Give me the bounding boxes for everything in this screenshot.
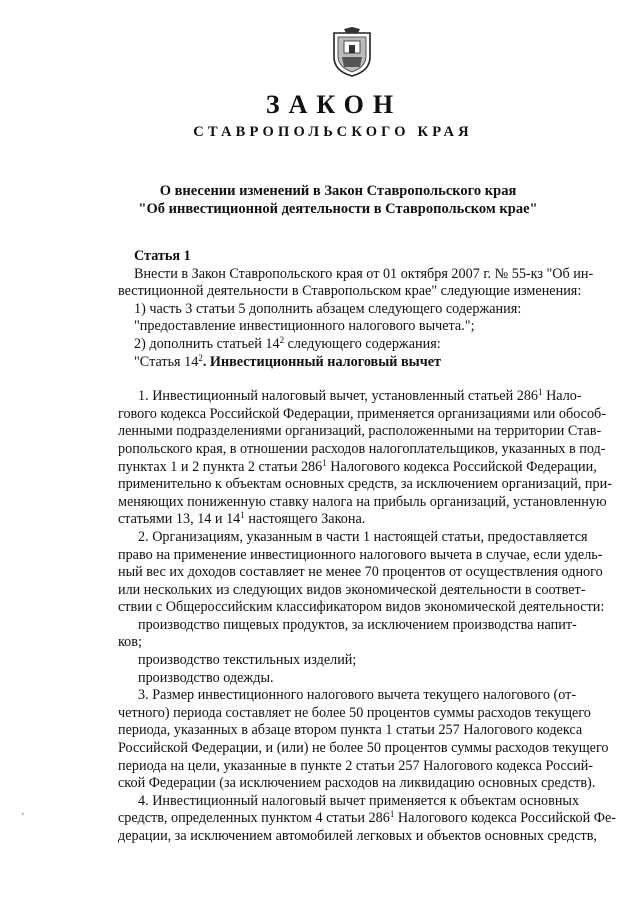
- section-2-line: производство одежды.: [138, 669, 274, 686]
- section-3-line: периода, указанных в абзаце втором пункта 1 статьи 257 Налогового кодекса: [118, 722, 583, 739]
- title-line-1: О внесении изменений в Закон Ставропольского края: [159, 183, 517, 199]
- article-line: "Статья $14^2$. Инвестиционный налоговый вычет: [134, 352, 442, 370]
- document-body: [118, 248, 616, 846]
- section-1-line: 1. Инвестиционный налоговый вычет, установленный статьей $286^1$ Нало-: [138, 387, 582, 405]
- region-subtitle: СТАВРОПОЛЬСКОГО КРАЯ: [193, 124, 473, 140]
- document-title: [0, 182, 640, 218]
- section-2-line: или нескольких из следующих видов экономической деятельности в соответ-: [118, 581, 586, 598]
- section-3-line: ской Федерации (за исключением расходов на ликвидацию основных средств).: [118, 775, 596, 792]
- section-1-line: гового кодекса Российской Федерации, применяется организациями или обособ-: [118, 405, 606, 422]
- law-title: ЗАКОН: [265, 90, 403, 119]
- section-2-line: ный вес их доходов составляет не менее 70 процентов от осуществления одного: [118, 564, 603, 581]
- section-4-line: средств, определенных пунктом 4 статьи $286^1$ Налогового кодекса Российской Фе-: [118, 809, 616, 827]
- section-1-line: статьями 13, 14 и $14^1$ настоящего Закона.: [118, 510, 366, 528]
- section-2-line: 2. Организациям, указанным в части 1 настоящей статьи, предоставляется: [138, 528, 588, 545]
- article-line: вестиционной деятельности в Ставропольском крае" следующие изменения:: [118, 283, 582, 300]
- article-line: "предоставление инвестиционного налогового вычета.";: [134, 318, 475, 335]
- section-3-line: четного) периода составляет не более 50 процентов суммы расходов текущего: [118, 704, 591, 721]
- article-line: 2) дополнить статьей $14^2$ следующего содержания:: [134, 334, 441, 352]
- article-heading: Статья 1: [134, 248, 191, 264]
- section-3-line: 3. Размер инвестиционного налогового вычета текущего налогового (от-: [138, 687, 577, 704]
- section-3-line: периода на цели, указанные в пункте 2 статьи 257 Налогового кодекса Россий-: [118, 757, 594, 774]
- section-2-line: ков;: [118, 634, 142, 651]
- article-line: 1) часть 3 статьи 5 дополнить абзацем следующего содержания:: [134, 300, 522, 317]
- section-4-line: 4. Инвестиционный налоговый вычет применяется к объектам основных: [138, 792, 580, 809]
- section-4-line: дерации, за исключением автомобилей легковых и объектов основных средств,: [118, 828, 597, 844]
- section-2-line: производство текстильных изделий;: [138, 652, 357, 669]
- section-2-line: право на применение инвестиционного налогового вычета в случае, если удель-: [118, 546, 603, 563]
- section-3-line: Российской Федерации, и (или) не более 50 процентов суммы расходов текущего: [118, 740, 609, 757]
- section-2-line: ствии с Общероссийским классификатором видов экономической деятельности:: [118, 599, 605, 616]
- coat-of-arms-emblem: [330, 27, 374, 77]
- section-1-line: меняющих пониженную ставку налога на прибыль организаций, установленную: [118, 493, 607, 510]
- section-1-line: ропольского края, в отношении расходов налогоплательщиков, указанных в под-: [118, 440, 606, 457]
- article-line: Внести в Закон Ставропольского края от 01 октября 2007 г. № 55-кз "Об ин-: [134, 265, 594, 282]
- section-2-line: производство пищевых продуктов, за исключением производства напит-: [138, 616, 577, 633]
- section-1-line: применительно к объектам основных средств, за исключением организаций, при-: [118, 476, 612, 493]
- margin-mark: ': [22, 812, 24, 823]
- title-line-2: "Об инвестиционной деятельности в Ставропольском крае": [138, 201, 538, 217]
- section-1-line: пунктах 1 и 2 пункта 2 статьи $286^1$ Налогового кодекса Российской Федерации,: [118, 457, 597, 475]
- section-1-line: ленными подразделениями организаций, расположенными на территории Став-: [118, 423, 602, 440]
